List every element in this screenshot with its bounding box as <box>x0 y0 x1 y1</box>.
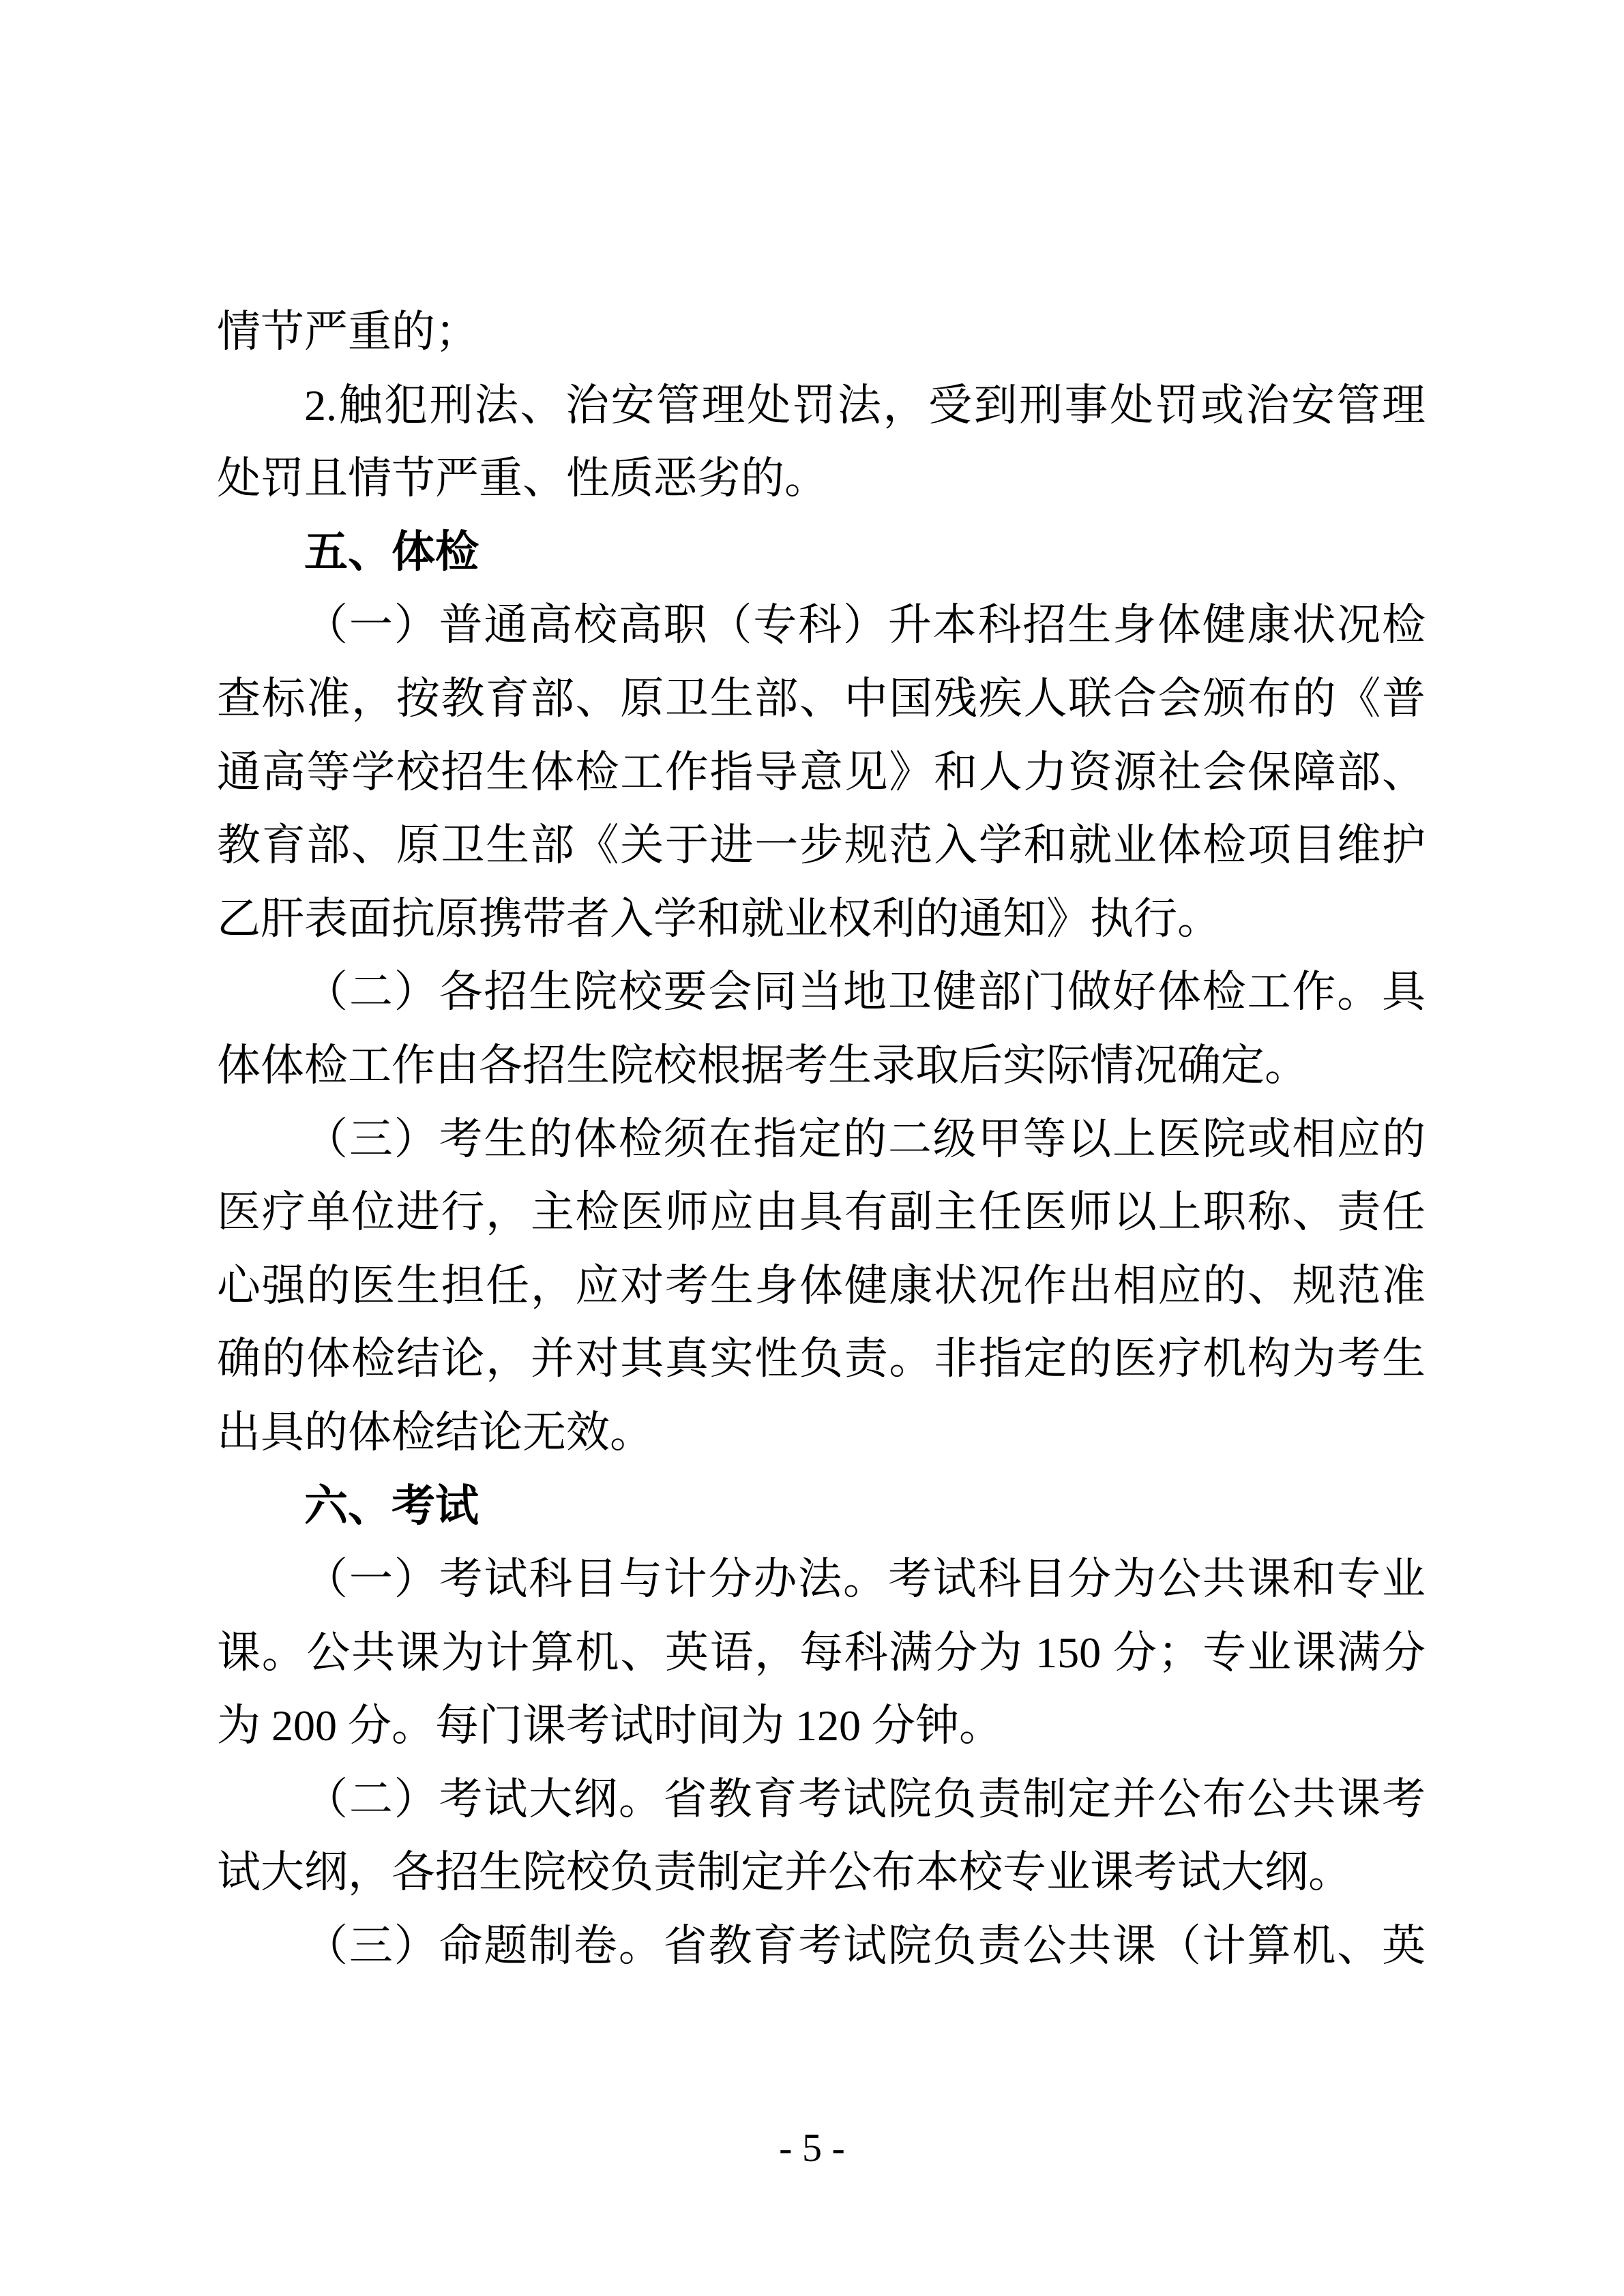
section-heading: 六、考试 <box>304 1480 479 1530</box>
text-line: 试大纲，各招生院校负责制定并公布本校专业课考试大纲。 <box>217 1848 1352 1897</box>
text-line: （三）命题制卷。省教育考试院负责公共课（计算机、英 <box>304 1922 1426 1971</box>
text-line: 情节严重的； <box>217 308 479 356</box>
text-line: 教育部、原卫生部《关于进一步规范入学和就业体检项目维护 <box>217 821 1426 870</box>
text-line: （一）普通高校高职（专科）升本科招生身体健康状况检 <box>304 601 1426 650</box>
text-line: 处罚且情节严重、性质恶劣的。 <box>217 454 828 503</box>
text-line: 查标准，按教育部、原卫生部、中国残疾人联合会颁布的《普 <box>217 674 1426 723</box>
text-line: 通高等学校招生体检工作指导意见》和人力资源社会保障部、 <box>217 747 1426 796</box>
document-body <box>217 295 1426 1983</box>
section-heading: 五、体检 <box>304 526 479 576</box>
text-line: 确的体检结论，并对其真实性负责。非指定的医疗机构为考生 <box>217 1335 1426 1384</box>
text-line: 出具的体检结论无效。 <box>217 1407 653 1457</box>
text-line: 乙肝表面抗原携带者入学和就业权利的通知》执行。 <box>217 894 1221 943</box>
text-line: 2.触犯刑法、治安管理处罚法，受到刑事处罚或治安管理 <box>304 381 1426 430</box>
text-line: （二）考试大纲。省教育考试院负责制定并公布公共课考 <box>304 1774 1426 1823</box>
text-line: 心强的医生担任，应对考生身体健康状况作出相应的、规范准 <box>217 1261 1426 1310</box>
text-line: （一）考试科目与计分办法。考试科目分为公共课和专业 <box>304 1555 1426 1604</box>
text-line: 课。公共课为计算机、英语，每科满分为 150 分；专业课满分 <box>217 1628 1426 1677</box>
page-number: - 5 - <box>779 2126 845 2170</box>
text-line: 为 200 分。每门课考试时间为 120 分钟。 <box>217 1701 1003 1750</box>
text-line: 医疗单位进行，主检医师应由具有副主任医师以上职称、责任 <box>217 1188 1426 1237</box>
text-line: 体体检工作由各招生院校根据考生录取后实际情况确定。 <box>217 1041 1308 1090</box>
text-line: （三）考生的体检须在指定的二级甲等以上医院或相应的 <box>304 1114 1426 1163</box>
text-line: （二）各招生院校要会同当地卫健部门做好体检工作。具 <box>304 968 1426 1017</box>
